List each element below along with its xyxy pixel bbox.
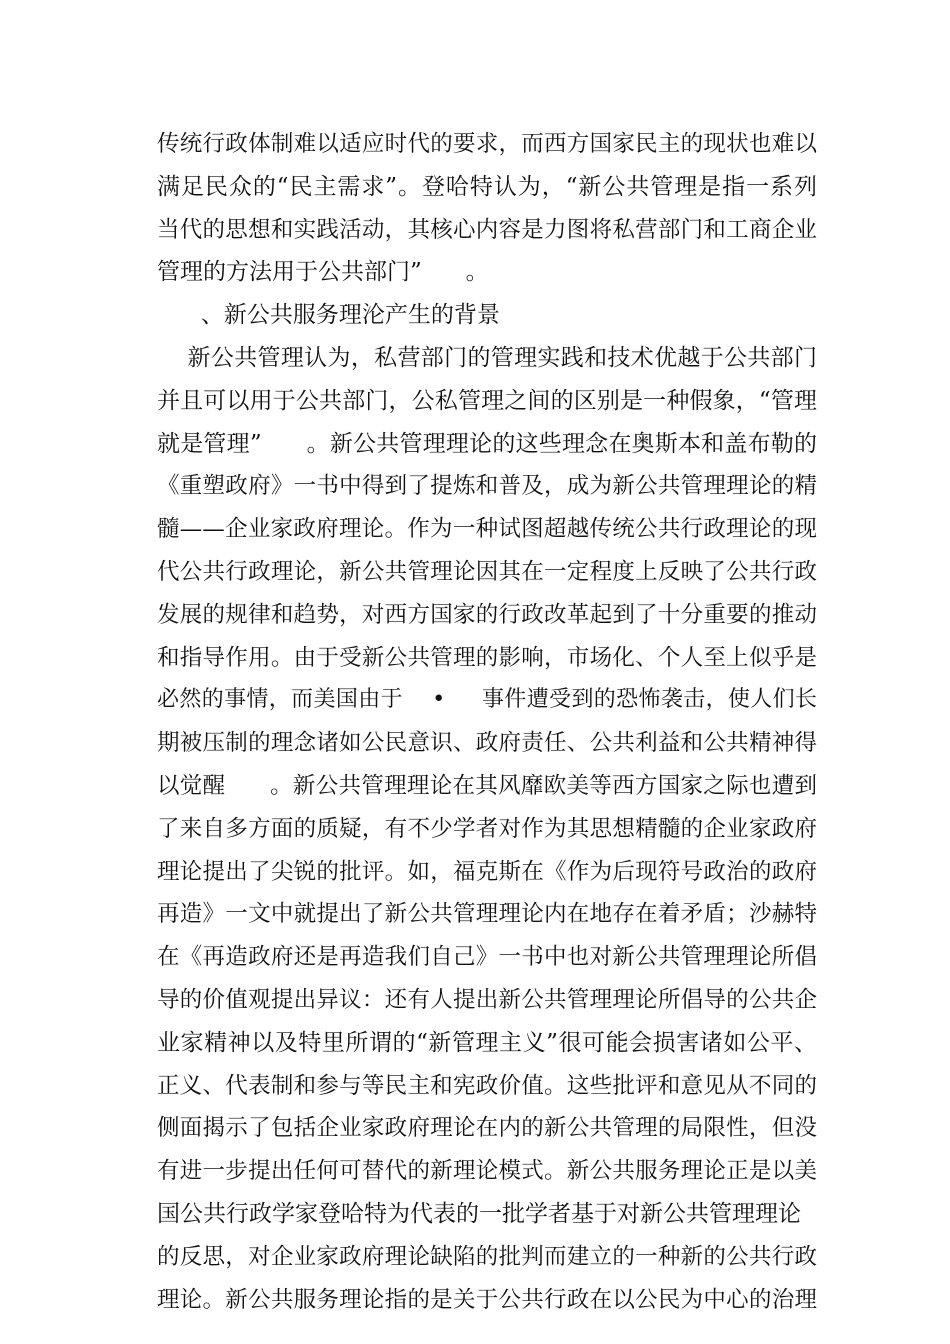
text-line: 业家精神以及特里所谓的“新管理主义”很可能会损害诸如公平、 — [157, 1029, 817, 1056]
text-line: 的反思，对企业家政府理论缺陷的批判而建立的一种新的公共行政 — [157, 1243, 817, 1270]
section-heading: 、新公共服务理沦产生的背景 — [157, 302, 500, 329]
text-line: 必然的事情，而美国由于 • 事件遭受到的恐怖袭击，使人们长 — [157, 687, 817, 713]
text-line: 新公共管理认为，私营部门的管理实践和技术优越于公共部门 — [157, 344, 817, 371]
text-line: 发展的规律和趋势，对西方国家的行政改革起到了十分重要的推动 — [157, 601, 817, 628]
text-line: 侧面揭示了包括企业家政府理论在内的新公共管理的局限性，但没 — [157, 1115, 817, 1142]
text-line: 以觉醒 。新公共管理理论在其风靡欧美等西方国家之际也遭到 — [157, 772, 817, 799]
text-line: 当代的思想和实践活动，其核心内容是力图将私营部门和工商企业 — [157, 216, 817, 243]
text-line: 传统行政体制难以适应时代的要求，而西方国家民主的现状也难以 — [157, 131, 817, 157]
text-line: 《重塑政府》一书中得到了提炼和普及，成为新公共管理理论的精 — [157, 473, 817, 500]
text-line: 有进一步提出任何可替代的新理论模式。新公共服务理论正是以美 — [157, 1158, 817, 1185]
text-line: 在《再造政府还是再造我们自己》一书中也对新公共管理理论所倡 — [157, 944, 817, 971]
text-line: 理论。新公共服务理论指的是关于公共行政在以公民为中心的治理 — [157, 1286, 817, 1313]
body-text — [157, 123, 817, 1321]
text-line: 理论提出了尖锐的批评。如，福克斯在《作为后现符号政治的政府 — [157, 858, 817, 885]
text-line: 代公共行政理论，新公共管理论因其在一定程度上反映了公共行政 — [157, 558, 817, 585]
text-line: 了来自多方面的质疑，有不少学者对作为其思想精髓的企业家政府 — [157, 815, 817, 842]
text-line: 并且可以用于公共部门，公私管理之间的区别是一种假象，“管理 — [157, 387, 817, 414]
text-line: 管理的方法用于公共部门” 。 — [157, 259, 489, 286]
text-line: 期被压制的理念诸如公民意识、政府责任、公共利益和公共精神得 — [157, 730, 817, 757]
text-line: 满足民众的“民主需求”。登哈特认为，“新公共管理是指一系列 — [157, 173, 817, 200]
text-line: 就是管理” 。新公共管理理论的这些理念在奥斯本和盖布勒的 — [157, 430, 817, 457]
text-line: 和指导作用。由于受新公共管理的影响，市场化、个人至上似乎是 — [157, 644, 817, 671]
text-line: 国公共行政学家登哈特为代表的一批学者基于对新公共管理理论 — [157, 1200, 801, 1227]
text-line: 髓——企业家政府理论。作为一种试图超越传统公共行政理论的现 — [157, 516, 817, 543]
text-line: 导的价值观提出异议：还有人提出新公共管理理论所倡导的公共企 — [157, 986, 817, 1013]
text-line: 再造》一文中就提出了新公共管理理论内在地存在着矛盾；沙赫特 — [157, 901, 817, 928]
text-line: 正义、代表制和参与等民主和宪政价值。这些批评和意见从不同的 — [157, 1072, 817, 1099]
